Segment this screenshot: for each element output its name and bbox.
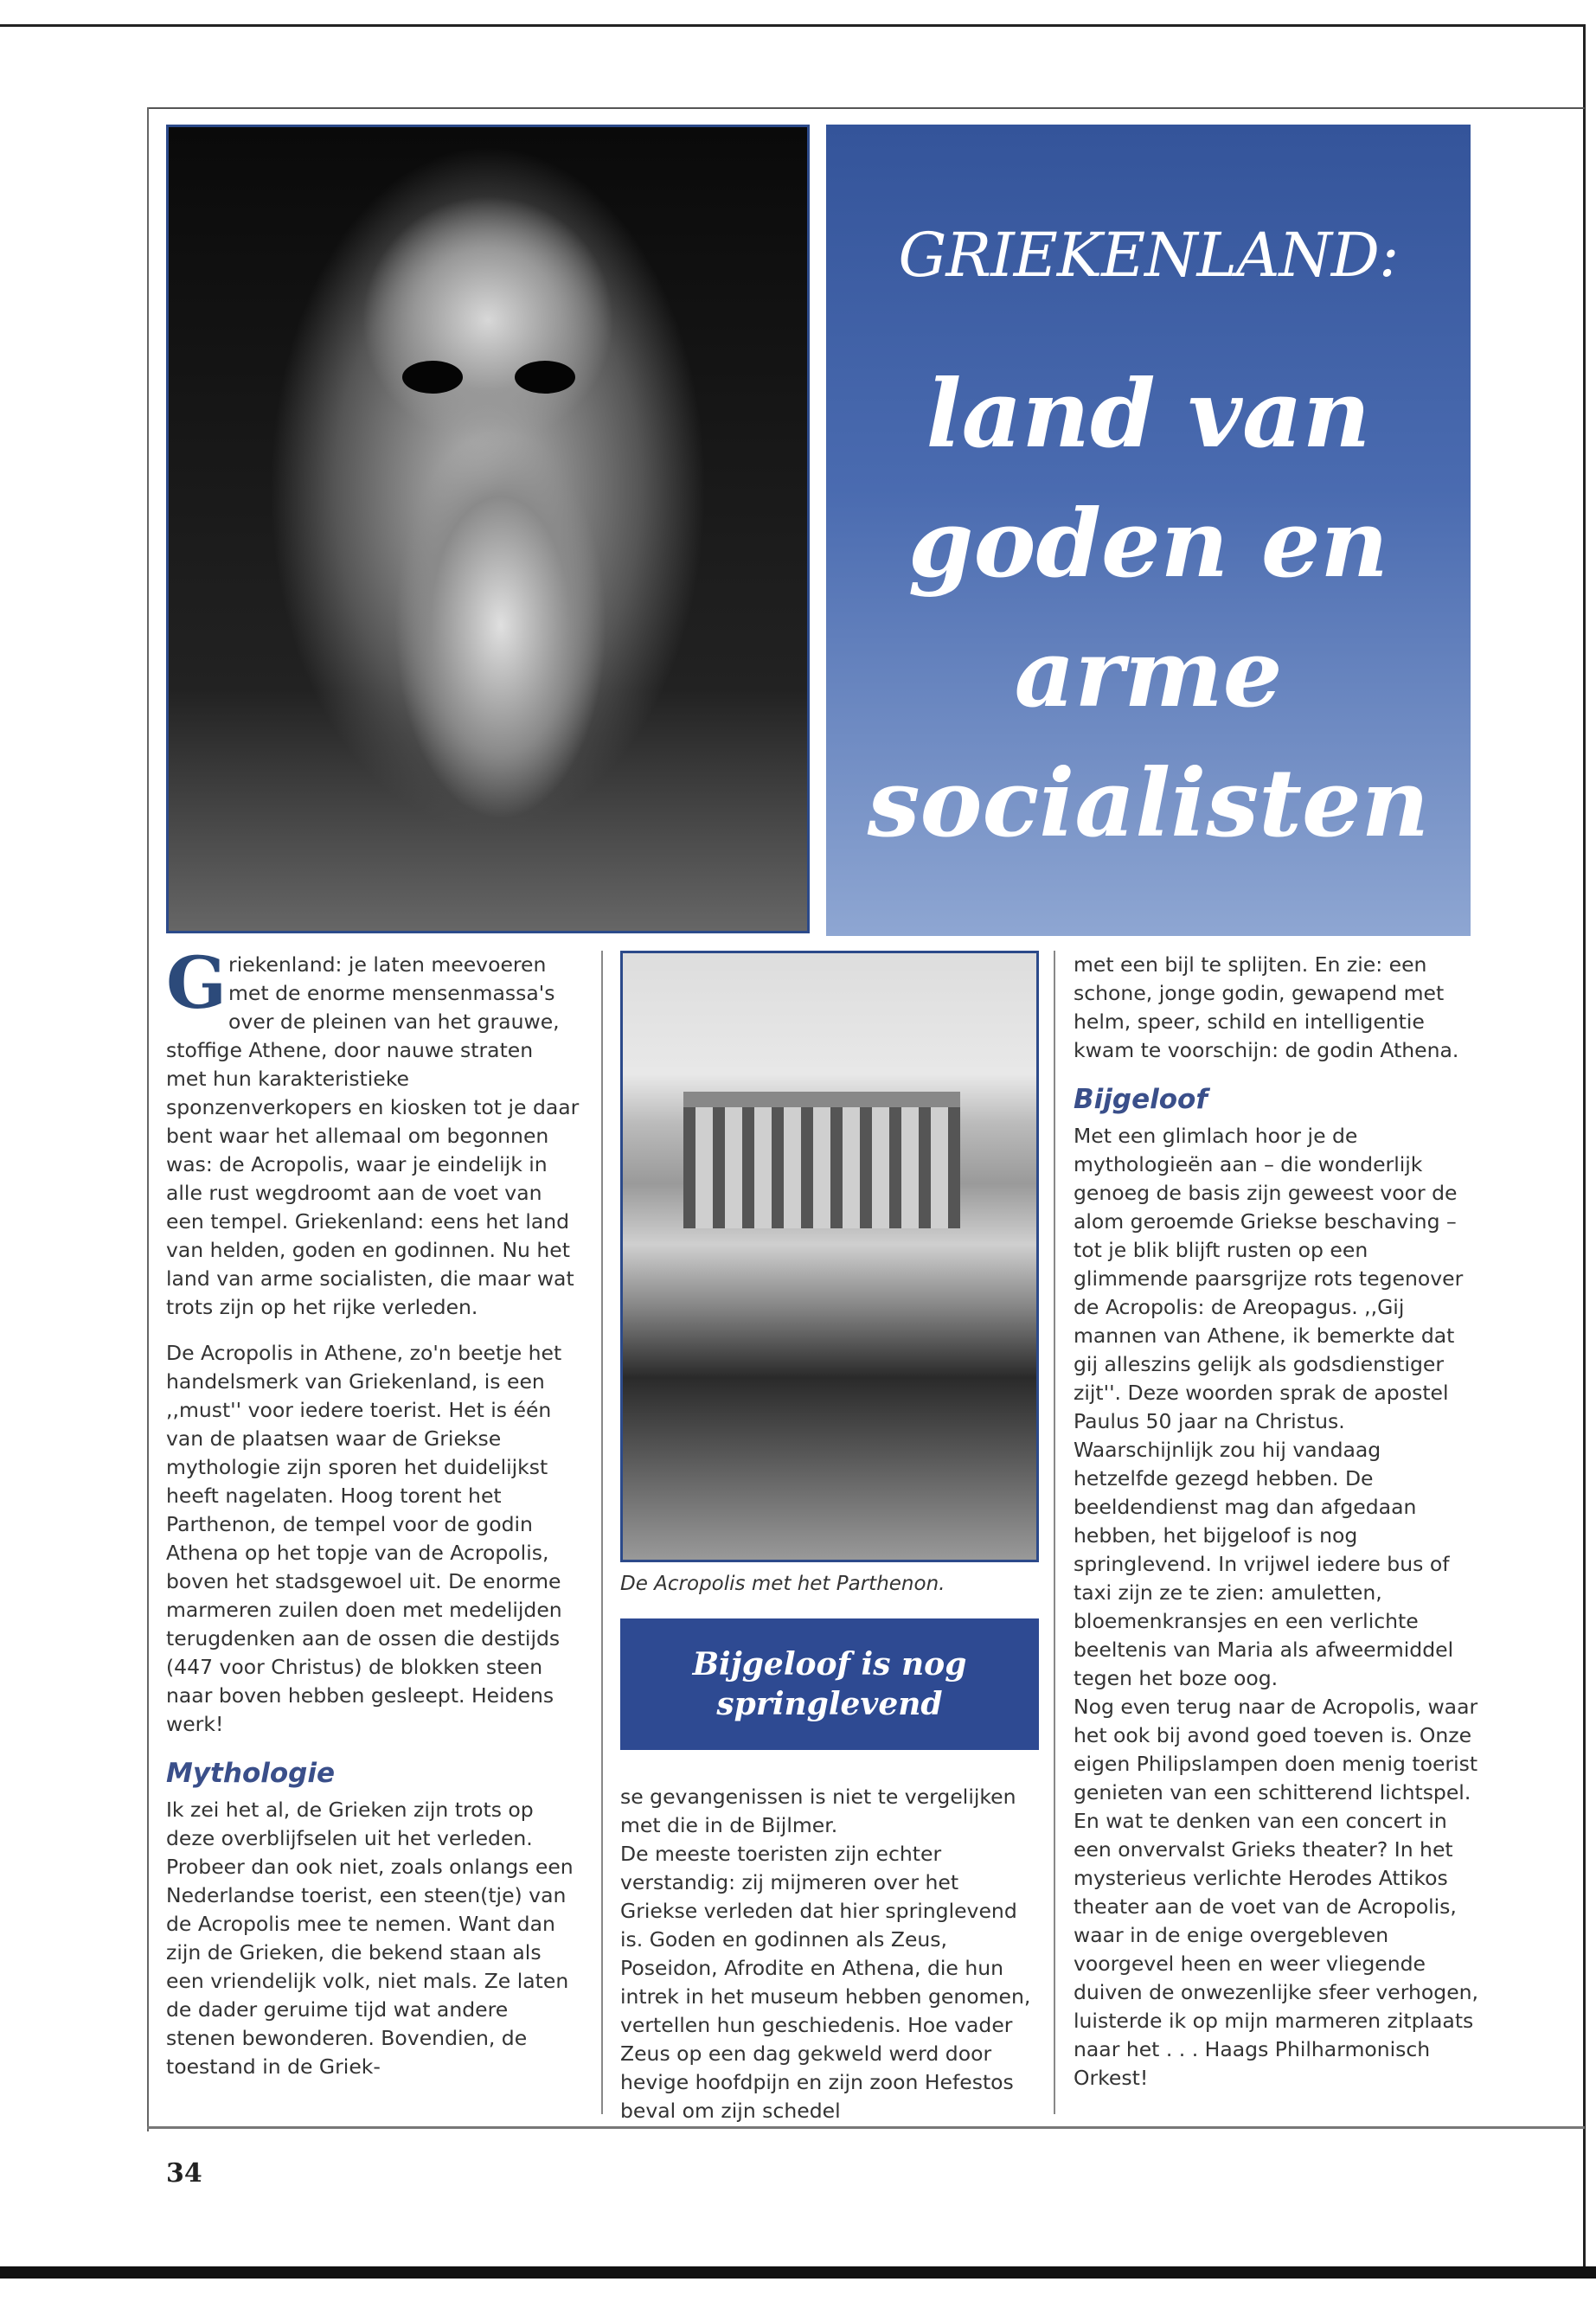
intro-paragraph	[166, 942, 580, 1322]
column-divider	[1054, 951, 1055, 2114]
acropolis-photo	[620, 951, 1039, 1562]
left-column	[166, 942, 580, 2099]
paragraph: Nog even terug naar de Acropolis, waar het ook bij avond goed toeven is. Onze eigen Philipslampen doen menig toerist genieten van een schitterend lichtspel. En wat te denken van een concert in een onvervalst Grieks theater? In het mysterieus verlichte Herodes Attikos theater aan de voet van de Acropolis, waar in de enige overgebleven voorgevel heen en weer vliegende duiven de onwezenlijke sfeer verhogen, luisterde ik op mijn marmeren zitplaats naar het . . . Haags Philharmonisch Orkest!	[1074, 1695, 1479, 2090]
paragraph: Waarschijnlijk zou hij vandaag hetzelfde gezegd hebben. De beeldendienst mag dan afgedaan hebben, het bijgeloof is nog springlevend. In vrijwel iedere bus of taxi zijn ze te zien: amuletten, bloemenkransjes en een verlichte beeltenis van Maria als afweermiddel tegen het boze oog.	[1074, 1438, 1454, 1690]
column-divider	[601, 951, 603, 2114]
subheading-mythologie: Mythologie	[166, 1758, 336, 1789]
pull-quote	[620, 1618, 1039, 1750]
page-bottom-bar	[0, 2266, 1596, 2279]
headline-line: socialisten	[867, 749, 1430, 858]
statue-eye	[402, 361, 463, 394]
paragraph: met een bijl te splijten. En zie: een schone, jonge godin, gewapend met helm, speer, schild en intelligentie kwam te voorschijn: de godin Athena.	[1074, 952, 1459, 1062]
headline-line: goden en	[907, 490, 1389, 599]
title-kicker: GRIEKENLAND:	[898, 220, 1399, 291]
parthenon-shape	[683, 1092, 960, 1228]
statue-photo	[166, 125, 810, 933]
frame-left-rule	[147, 107, 149, 2131]
headline	[826, 349, 1471, 868]
paragraph: De meeste toeristen zijn echter verstandig: zij mijmeren over het Griekse verleden dat hier springlevend is. Goden en godinnen als Zeus, Poseidon, Afrodite en Athena, die hun intrek in het museum hebben genomen, vertellen hun geschiedenis. Hoe vader Zeus op een dag gekweld werd door hevige hoofdpijn en zijn zoon Hefestos beval om zijn schedel	[620, 1842, 1031, 2123]
frame-top-rule	[147, 107, 1585, 109]
paragraph: Ik zei het al, de Grieken zijn trots op deze overblijfselen uit het verleden. Probeer dan ook niet, zoals onlangs een Nederlandse toerist, een steen(tje) van de Acropolis mee te nemen. Want dan zijn de Grieken, die bekend staan als een vriendelijk volk, niet mals. Ze laten de dader geruime tijd wat andere stenen bewonderen. Bovendien, de toestand in de Griek-	[166, 1798, 574, 2079]
paragraph: De Acropolis in Athene, zo'n beetje het handelsmerk van Griekenland, is een ,,must'' voor iedere toerist. Het is één van de plaatsen waar de Griekse mythologie zijn sporen het duidelijkst heeft nagelaten. Hoog torent het Parthenon, de tempel voor de godin Athena op het topje van de Acropolis, boven het stadsgewoel uit. De enorme marmeren zuilen doen met medelijden terugdenken aan de ossen die destijds (447 voor Christus) de blokken steen naar boven hebben gesleept. Heidens werk!	[166, 1341, 562, 1736]
bottom-rule	[147, 2126, 1585, 2129]
page-right-rule	[1583, 24, 1586, 2273]
statue-eye	[515, 361, 575, 394]
subheading-bijgeloof: Bijgeloof	[1074, 1084, 1208, 1115]
page-top-rule	[0, 24, 1585, 27]
paragraph: Met een glimlach hoor je de mythologieën aan – die wonderlijk genoeg de basis zijn geweest voor de alom geroemde Griekse beschaving – tot je blik blijft rusten op een glimmende paarsgrijze rots tegenover de Acropolis: de Areopagus. ,,Gij mannen van Athene, ik bemerkte dat gij alleszins gelijk als godsdienstiger zijt''. Deze woorden sprak de apostel Paulus 50 jaar na Christus.	[1074, 1124, 1464, 1433]
middle-column	[620, 1783, 1041, 2143]
paragraph: se gevangenissen is niet te vergelijken met die in de Bijlmer.	[620, 1785, 1016, 1837]
headline-line: arme	[1014, 619, 1283, 728]
pull-quote-text: Bijgeloof is nog springlevend	[692, 1646, 967, 1722]
right-column	[1074, 951, 1480, 2093]
page-number: 34	[166, 2158, 202, 2189]
intro-text: riekenland: je laten meevoeren met de enorme mensenmassa's over de pleinen van het grauwe, stoffige Athene, door nauwe straten met hun karakteristieke sponzenverkopers en kiosken tot je daar bent waar het allemaal om begonnen was: de Acropolis, waar je eindelijk in alle rust wegdroomt aan de voet van een tempel. Griekenland: eens het land van helden, goden en godinnen. Nu het land van arme socialisten, die maar wat trots zijn op het rijke verleden.	[166, 952, 580, 1319]
title-box	[826, 125, 1471, 936]
drop-cap: G	[166, 942, 228, 1025]
photo-caption: De Acropolis met het Parthenon.	[620, 1573, 945, 1595]
headline-line: land van	[926, 360, 1371, 469]
